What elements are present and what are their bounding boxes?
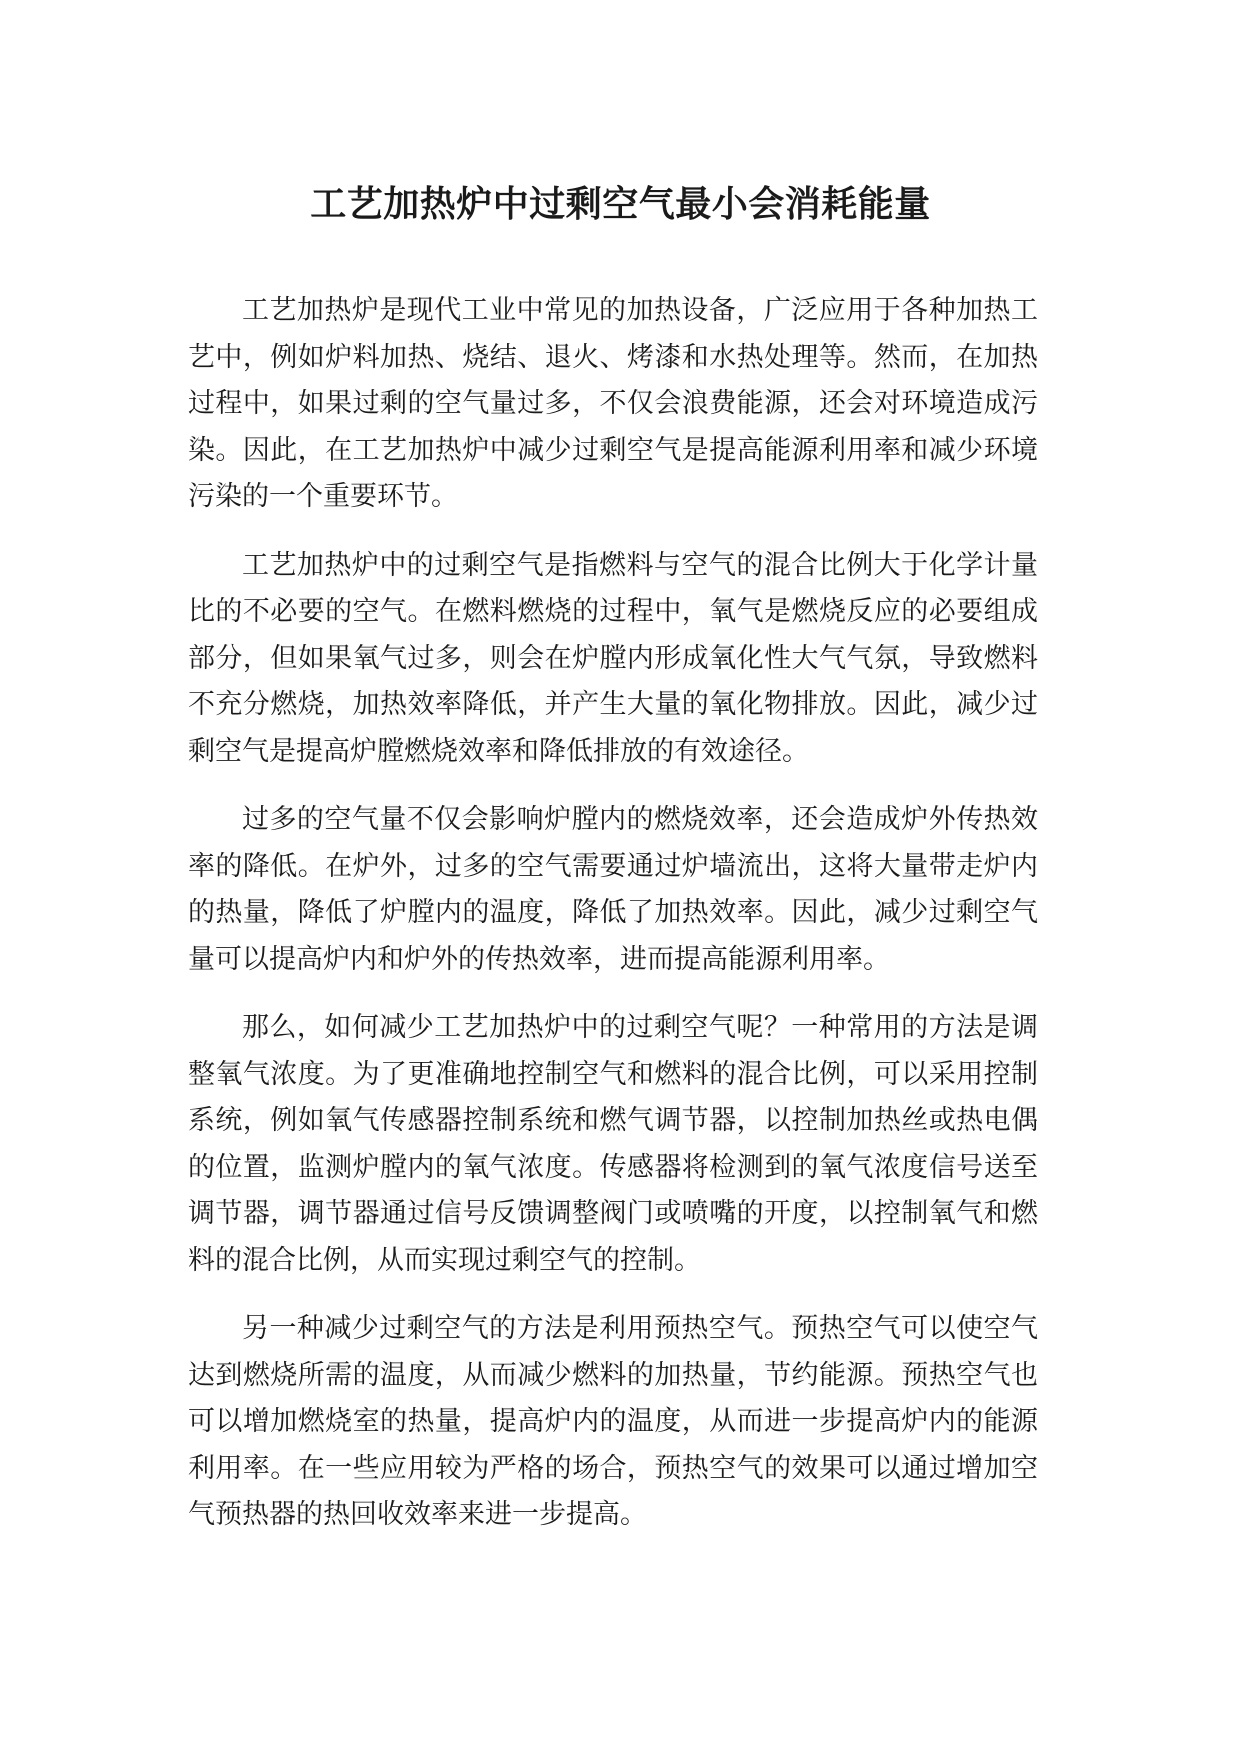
- paragraph-2: 工艺加热炉中的过剩空气是指燃料与空气的混合比例大于化学计量比的不必要的空气。在燃料燃烧的过程中，氧气是燃烧反应的必要组成部分，但如果氧气过多，则会在炉膛内形成氧化性大气气氛，导致燃料不充分燃烧，加热效率降低，并产生大量的氧化物排放。因此，减少过剩空气是提高炉膛燃烧效率和降低排放的有效途径。: [188, 549, 1038, 767]
- document-title: 工艺加热炉中过剩空气最小会消耗能量: [310, 184, 931, 225]
- paragraph-4: 那么，如何减少工艺加热炉中的过剩空气呢？一种常用的方法是调整氧气浓度。为了更准确地控制空气和燃料的混合比例，可以采用控制系统，例如氧气传感器控制系统和燃气调节器，以控制加热丝或热电偶的位置，监测炉膛内的氧气浓度。传感器将检测到的氧气浓度信号送至调节器，调节器通过信号反馈调整阀门或喷嘴的开度，以控制氧气和燃料的混合比例，从而实现过剩空气的控制。: [188, 1012, 1038, 1276]
- document-body: [188, 288, 1038, 1561]
- paragraph-3: 过多的空气量不仅会影响炉膛内的燃烧效率，还会造成炉外传热效率的降低。在炉外，过多的空气需要通过炉墙流出，这将大量带走炉内的热量，降低了炉膛内的温度，降低了加热效率。因此，减少过剩空气量可以提高炉内和炉外的传热效率，进而提高能源利用率。: [188, 804, 1038, 975]
- paragraph-1: 工艺加热炉是现代工业中常见的加热设备，广泛应用于各种加热工艺中，例如炉料加热、烧结、退火、烤漆和水热处理等。然而，在加热过程中，如果过剩的空气量过多，不仅会浪费能源，还会对环境造成污染。因此，在工艺加热炉中减少过剩空气是提高能源利用率和减少环境污染的一个重要环节。: [188, 295, 1038, 512]
- paragraph-5: 另一种减少过剩空气的方法是利用预热空气。预热空气可以使空气达到燃烧所需的温度，从而减少燃料的加热量，节约能源。预热空气也可以增加燃烧室的热量，提高炉内的温度，从而进一步提高炉内的能源利用率。在一些应用较为严格的场合，预热空气的效果可以通过增加空气预热器的热回收效率来进一步提高。: [188, 1313, 1038, 1530]
